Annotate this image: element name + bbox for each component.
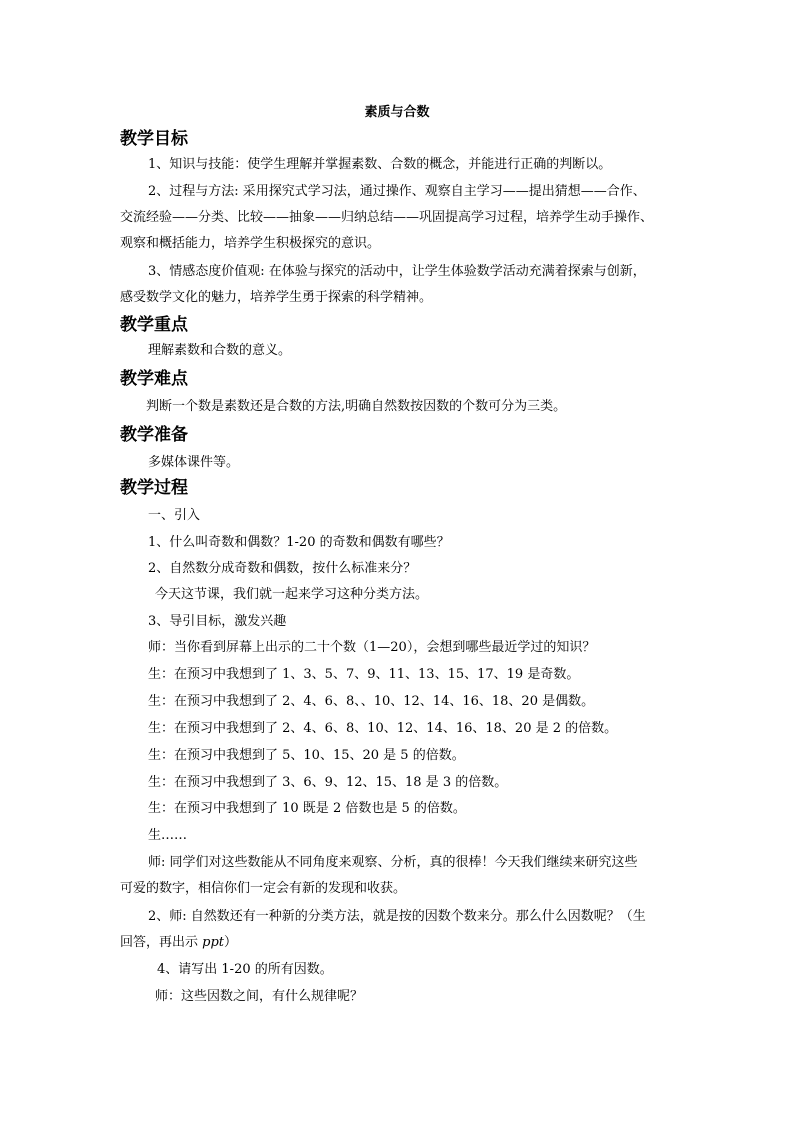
process-line-student-5: 生：在预习中我想到了 3、6、9、12、15、18 是 3 的倍数。 bbox=[148, 775, 508, 790]
difficulties-text: 判断一个数是素数还是合数的方法,明确自然数按因数的个数可分为三类。 bbox=[146, 399, 567, 414]
process-line-student-6: 生：在预习中我想到了 10 既是 2 倍数也是 5 的倍数。 bbox=[148, 801, 466, 816]
goals-paragraph-1: 1、知识与技能：使学生理解并掌握素数、合数的概念，并能进行正确的判断以。 bbox=[148, 157, 612, 172]
goals-p3-line-1: 3、情感态度价值观: 在体验与探究的活动中，让学生体验数学活动充满着探索与创新， bbox=[148, 264, 646, 279]
process-line-question-1: 1、什么叫奇数和偶数？1-20 的奇数和偶数有哪些？ bbox=[148, 535, 450, 550]
process-line-student-3: 生：在预习中我想到了 2、4、6、8、10、12、14、16、18、20 是 2 的倍数。 bbox=[148, 721, 618, 736]
key-points-text: 理解素数和合数的意义。 bbox=[148, 343, 292, 358]
document-title: 素质与合数 bbox=[364, 105, 430, 120]
process-line-teacher-1: 师：当你看到屏幕上出示的二十个数（1—20），会想到哪些最近学过的知识？ bbox=[148, 640, 596, 655]
process-line-guide: 3、导引目标，激发兴趣 bbox=[148, 614, 287, 629]
process-line-student-1: 生：在预习中我想到了 1、3、5、7、9、11、13、15、17、19 是奇数。 bbox=[148, 667, 580, 682]
heading-teaching-goals: 教学目标 bbox=[120, 129, 188, 149]
goals-p3-line-2: 感受数学文化的魅力，培养学生勇于探索的科学精神。 bbox=[120, 290, 433, 305]
process-line-student-4: 生：在预习中我想到了 5、10、15、20 是 5 的倍数。 bbox=[148, 748, 465, 763]
preparation-text: 多媒体课件等。 bbox=[148, 455, 240, 470]
heading-process: 教学过程 bbox=[120, 478, 188, 498]
process-factor-intro bbox=[120, 904, 680, 956]
goals-p2-line-2: 交流经验——分类、比较——抽象——归纳总结——巩固提高学习过程，培养学生动手操作、 bbox=[120, 210, 654, 225]
factor-intro-ppt: ppt bbox=[202, 935, 225, 950]
goals-p2-line-1: 2、过程与方法: 采用探究式学习法，通过操作、观察自主学习——提出猜想——合作、 bbox=[148, 184, 646, 199]
factor-intro-line-2 bbox=[120, 930, 680, 956]
goals-p2-line-3: 观察和概括能力，培养学生积极探究的意识。 bbox=[120, 236, 381, 251]
process-line-student-7: 生…… bbox=[148, 828, 188, 843]
process-line-intro: 一、引入 bbox=[148, 508, 201, 523]
heading-difficulties: 教学难点 bbox=[120, 369, 188, 389]
process-line-teacher-pattern: 师：这些因数之间，有什么规律呢？ bbox=[155, 989, 364, 1004]
goals-paragraph-3 bbox=[120, 259, 680, 311]
factor-intro-pre: 回答，再出示 bbox=[120, 935, 203, 950]
process-line-student-2: 生：在预习中我想到了 2、4、6、8、、10、12、14、16、18、20 是偶数。 bbox=[148, 694, 595, 709]
process-line-today: 今天这节课，我们就一起来学习这种分类方法。 bbox=[155, 587, 429, 602]
heading-key-points: 教学重点 bbox=[120, 315, 188, 335]
heading-preparation: 教学准备 bbox=[120, 425, 188, 445]
goals-paragraph-2 bbox=[120, 179, 680, 257]
teacher-comment-line-1: 师: 同学们对这些数能从不同角度来观察、分析，真的很棒！今天我们继续来研究这些 bbox=[148, 855, 638, 870]
factor-intro-line-1: 2、师: 自然数还有一种新的分类方法，就是按的因数个数来分。那么什么因数呢？（生 bbox=[148, 909, 646, 924]
process-line-question-2: 2、自然数分成奇数和偶数，按什么标准来分？ bbox=[148, 561, 417, 576]
factor-intro-post: ） bbox=[224, 935, 238, 950]
process-line-write-factors: 4、请写出 1-20 的所有因数。 bbox=[157, 962, 333, 977]
teacher-comment-line-2: 可爱的数字，相信你们一定会有新的发现和收获。 bbox=[120, 881, 407, 896]
process-teacher-comment bbox=[120, 850, 680, 902]
